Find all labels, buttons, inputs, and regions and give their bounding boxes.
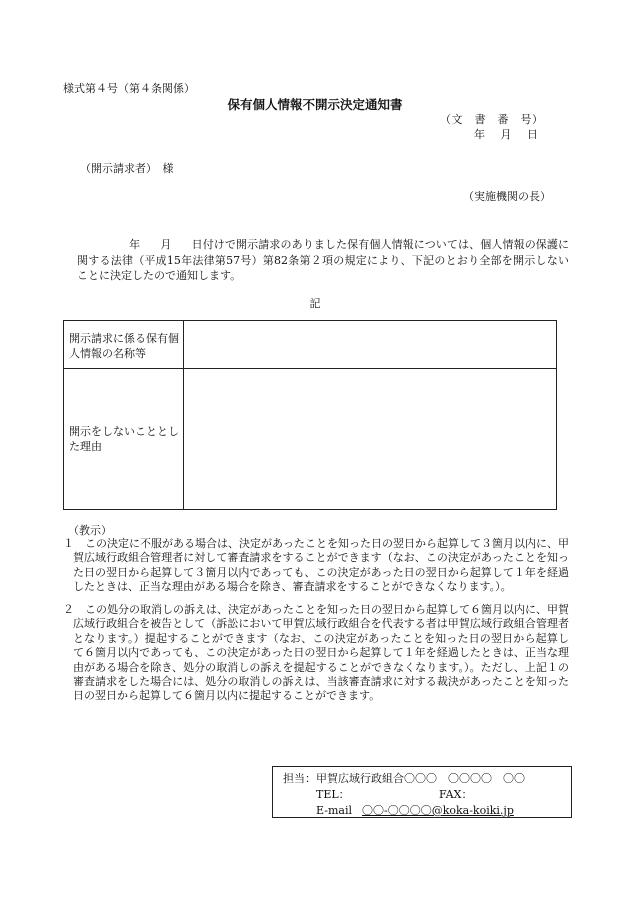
- contact-tel: TEL：: [316, 788, 350, 801]
- contact-fax: FAX：: [439, 788, 473, 801]
- email-link[interactable]: 〇〇-〇〇〇〇@koka-koiki.jp: [361, 804, 514, 817]
- ki-heading: 記: [309, 297, 321, 310]
- note-item: [63, 603, 569, 704]
- document-number: （文 書 番 号）: [440, 113, 544, 126]
- reason-label: 開示をしないこととした理由: [69, 425, 179, 453]
- note-number: １: [63, 537, 74, 550]
- decision-table: [63, 320, 557, 510]
- contact-box: [272, 766, 572, 818]
- form-number: 様式第４号（第４条関係）: [63, 82, 195, 95]
- notice-paragraph: [77, 237, 569, 284]
- contact-person: 担当：甲賀広域行政組合〇〇〇 〇〇〇〇 〇〇: [283, 772, 525, 785]
- note-text: この決定に不服がある場合は、決定があったことを知った日の翌日から起算して３箇月以内に、甲賀広域行政組合管理者に対して審査請求をすることができます（なお、この決定があったことを知った日の翌日から起算して３箇月以内であっても、この決定があった日の翌日から起算して１年を経過したときは、正当な理由がある場合を除き、審査請求をすることができなくなります。）。: [73, 537, 569, 594]
- recipient: （開示請求者） 様: [80, 162, 174, 175]
- info-name-label: 開示請求に係る保有個人情報の名称等: [69, 332, 179, 360]
- document-title: 保有個人情報不開示決定通知書: [227, 97, 403, 112]
- note-text: この処分の取消しの訴えは、決定があったことを知った日の翌日から起算して６箇月以内に、甲賀広域行政組合を被告として（訴訟において甲賀広域行政組合を代表する者は甲賀広域行政組合管理者となります。）提起することができます（なお、この決定があったことを知った日の翌日から起算して６箇月以内であっても、この決定があった日の翌日から起算して１年を経過したときは、正当な理由がある場合を除き、処分の取消しの訴えを提起することができなくなります。）。ただし、上記１の審査請求をした場合には、処分の取消しの訴えは、当該審査請求に対する裁決があったことを知った日の翌日から起算して６箇月以内に提起することができます。: [73, 603, 569, 703]
- table-divider: [183, 321, 184, 509]
- notice-paragraph-text: 日付けで開示請求のありました保有個人情報については、個人情報の保護に関する法律（平成15年法律第57号）第82条第２項の規定により、下記のとおり全部を開示しないことに決定したので通知します。: [77, 238, 570, 282]
- contact-email: [316, 802, 514, 818]
- request-date-month: 月: [160, 238, 172, 251]
- request-date-year: 年: [129, 238, 141, 251]
- email-label: E-mail: [316, 804, 352, 817]
- sender: （実施機関の長）: [463, 190, 551, 203]
- note-number: ２: [63, 603, 74, 616]
- note-item: [63, 537, 569, 595]
- notes-title: （教示）: [68, 524, 112, 537]
- issue-date: 年 月 日: [474, 128, 538, 141]
